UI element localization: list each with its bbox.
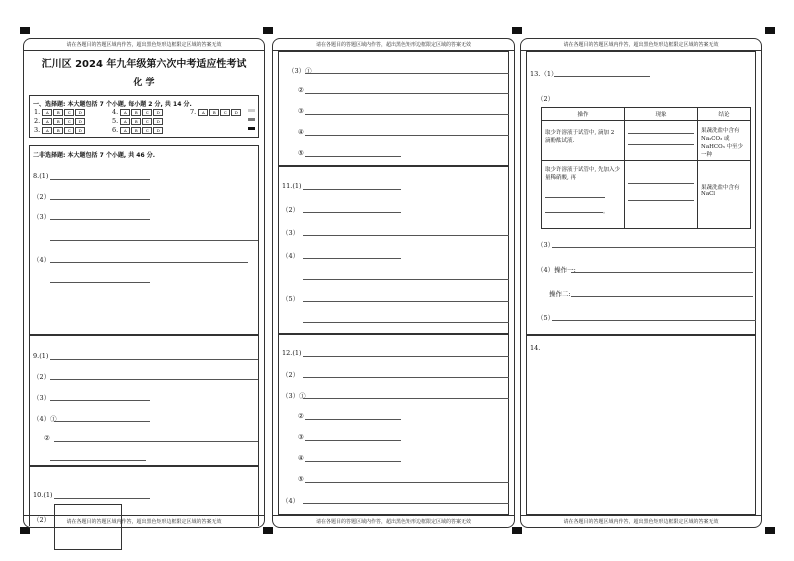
multiple-choice-box — [29, 95, 259, 138]
q14-box[interactable] — [526, 335, 756, 515]
q8-part3-label: （3） — [33, 213, 51, 221]
q12-part3d-answer-line[interactable] — [305, 461, 401, 462]
q12-part3d-label: ④ — [298, 454, 304, 462]
q11-part5-answer-line-2[interactable] — [303, 322, 509, 323]
q10-part3d-answer-line[interactable] — [305, 135, 509, 136]
option-C[interactable]: C — [64, 118, 74, 125]
choice-row: 6. A B C D — [112, 126, 164, 134]
q13-part4a-label: （4）操作一: — [537, 266, 576, 274]
q11-part5-label: （5） — [282, 295, 300, 303]
section1-heading: 一、选择题: 本大题包括 7 个小题, 每小题 2 分, 共 14 分. — [33, 101, 192, 108]
option-A[interactable]: A — [120, 127, 130, 134]
section2-heading: 二非选择题: 本大题包括 7 个小题, 共 46 分. — [33, 152, 156, 159]
answer-notice: 请在各题目的答题区域内作答，超出黑色矩形边框限定区域的答案无效 — [24, 41, 264, 51]
q12-box — [278, 334, 509, 515]
column-3 — [520, 38, 762, 528]
q10-part3e-label: ⑤ — [298, 149, 304, 157]
q8-part1-answer-line[interactable] — [50, 179, 150, 180]
q14-label: 14. — [530, 344, 541, 352]
q13-box — [526, 51, 756, 335]
q12-part1-label: 12.(1) — [282, 349, 302, 357]
q13-part2-label: （2） — [537, 95, 555, 103]
q9-part4b-answer-line-2[interactable] — [50, 460, 146, 461]
option-A[interactable]: A — [198, 109, 208, 116]
option-A[interactable]: A — [120, 118, 130, 125]
q10-part1-answer-line[interactable] — [54, 498, 150, 499]
q8-part4-answer-line-2[interactable] — [50, 282, 150, 283]
q10-part3b-label: ② — [298, 86, 304, 94]
q13-part1-answer-line[interactable] — [554, 76, 650, 77]
q11-part1-label: 11.(1) — [282, 182, 302, 190]
q8-box — [29, 145, 259, 335]
alignment-mark — [512, 27, 522, 34]
option-A[interactable]: A — [120, 109, 130, 116]
alignment-mark — [263, 527, 273, 534]
calibration-swatch — [248, 118, 255, 121]
q9-part4b-label: ② — [44, 434, 50, 442]
table-header-conclusion: 结论 — [698, 108, 751, 121]
option-B[interactable]: B — [53, 118, 63, 125]
q13-part3-answer-line[interactable] — [552, 247, 756, 248]
q12-part3e-answer-line[interactable] — [305, 482, 509, 483]
answer-notice: 请在各题目的答题区域内作答，超出黑色矩形边框限定区域的答案无效 — [521, 515, 761, 525]
option-C[interactable]: C — [142, 109, 152, 116]
choice-row: 7. A B C D — [190, 108, 242, 116]
row2-conclusion: 果蔬洗盐中含有 NaCl — [698, 161, 751, 229]
q13-part4b-answer-line[interactable] — [571, 296, 753, 297]
option-D[interactable]: D — [153, 127, 163, 134]
q10-continued-box — [278, 51, 509, 166]
subject-title: 化 学 — [133, 78, 155, 88]
q10-part1-label: 10.(1) — [33, 491, 53, 499]
option-C[interactable]: C — [64, 127, 74, 134]
option-A[interactable]: A — [42, 109, 52, 116]
option-D[interactable]: D — [153, 118, 163, 125]
q13-part5-answer-line[interactable] — [552, 320, 756, 321]
option-D[interactable]: D — [75, 127, 85, 134]
q13-part5-label: （5） — [537, 314, 555, 322]
table-header-operation: 操作 — [542, 108, 625, 121]
answer-notice: 请在各题目的答题区域内作答，超出黑色矩形边框限定区域的答案无效 — [273, 41, 514, 51]
q8-part2-answer-line[interactable] — [50, 199, 150, 200]
option-D[interactable]: D — [75, 109, 85, 116]
row1-operation: 取少许溶液于试管中, 滴加 2 滴酚酞试液. — [542, 121, 625, 161]
calibration-swatch — [248, 109, 255, 112]
q8-part1-label: 8.(1) — [33, 172, 49, 180]
q10-drawing-box[interactable] — [54, 504, 122, 550]
option-A[interactable]: A — [42, 118, 52, 125]
column-2 — [272, 38, 515, 528]
q12-part2-label: （2） — [282, 371, 300, 379]
q12-part3c-label: ③ — [298, 433, 304, 441]
q12-part3a-answer-line[interactable] — [303, 398, 509, 399]
row1-conclusion: 果蔬洗盐中含有 Na₂CO₃ 或 NaHCO₃ 中至少一种 — [698, 121, 751, 161]
option-D[interactable]: D — [153, 109, 163, 116]
exam-title: 汇川区 2024 年九年级第六次中考适应性考试 — [41, 59, 247, 70]
q10-part3e-answer-line[interactable] — [305, 156, 401, 157]
q11-box — [278, 166, 509, 334]
option-C[interactable]: C — [64, 109, 74, 116]
q9-box — [29, 335, 259, 466]
q10-part3d-label: ④ — [298, 128, 304, 136]
row1-phenomenon[interactable] — [625, 121, 698, 161]
q11-part5-answer-line[interactable] — [303, 301, 509, 302]
q11-part4-answer-line[interactable] — [303, 258, 401, 259]
q10-part3c-answer-line[interactable] — [305, 114, 509, 115]
alignment-mark — [20, 527, 30, 534]
q11-part3-label: （3） — [282, 229, 300, 237]
q9-part4a-label: （4）① — [33, 415, 57, 423]
calibration-swatch — [248, 127, 255, 130]
q12-part3e-label: ⑤ — [298, 475, 304, 483]
option-B[interactable]: B — [131, 109, 141, 116]
alignment-mark — [263, 27, 273, 34]
choice-row: 5. A B C D — [112, 117, 164, 125]
q11-part3-answer-line[interactable] — [303, 235, 509, 236]
q9-part2-answer-line[interactable] — [50, 379, 258, 380]
q9-part3-label: （3） — [33, 394, 51, 402]
alignment-mark — [20, 27, 30, 34]
option-B[interactable]: B — [209, 109, 219, 116]
option-C[interactable]: C — [142, 118, 152, 125]
option-B[interactable]: B — [131, 127, 141, 134]
row2-phenomenon[interactable] — [625, 161, 698, 229]
q13-part4a-answer-line[interactable] — [571, 272, 753, 273]
choice-row: 3. A B C D — [34, 126, 86, 134]
option-C[interactable]: C — [220, 109, 230, 116]
q8-part2-label: （2） — [33, 193, 51, 201]
q9-part2-label: （2） — [33, 373, 51, 381]
alignment-mark — [765, 527, 775, 534]
option-B[interactable]: B — [53, 109, 63, 116]
experiment-table — [541, 107, 751, 229]
q13-part3-label: （3） — [537, 241, 555, 249]
alignment-mark — [512, 527, 522, 534]
row2-operation: 取少许溶液于试管中, 先加入少量稀硝酸, 再 。 — [542, 161, 625, 229]
row2-reagent-line-2[interactable] — [545, 212, 603, 213]
option-A[interactable]: A — [42, 127, 52, 134]
answer-notice: 请在各题目的答题区域内作答，超出黑色矩形边框限定区域的答案无效 — [521, 41, 761, 51]
q12-part1-answer-line[interactable] — [303, 356, 509, 357]
q11-part4-answer-line-2[interactable] — [303, 279, 509, 280]
q12-part3a-label: （3）① — [282, 392, 306, 400]
q12-part3b-label: ② — [298, 412, 304, 420]
choice-row: 1. A B C D — [34, 108, 86, 116]
answer-notice: 请在各题目的答题区域内作答，超出黑色矩形边框限定区域的答案无效 — [273, 515, 514, 525]
answer-notice: 请在各题目的答题区域内作答，超出黑色矩形边框限定区域的答案无效 — [24, 515, 264, 525]
table-header-phenomenon: 现象 — [625, 108, 698, 121]
q8-part4-answer-line[interactable] — [50, 262, 248, 263]
choice-row: 2. A B C D — [34, 117, 86, 125]
q9-part4b-answer-line[interactable] — [54, 441, 258, 442]
q13-part4b-label: 操作二: — [549, 290, 571, 298]
table-row — [542, 161, 751, 229]
q12-part4-label: （4） — [282, 497, 300, 505]
q12-part4-answer-line[interactable] — [303, 503, 509, 504]
option-C[interactable]: C — [142, 127, 152, 134]
q10-part3a-label: （3）① — [288, 67, 312, 75]
q10-part3b-answer-line[interactable] — [305, 93, 509, 94]
q9-part1-answer-line[interactable] — [50, 359, 258, 360]
q8-part3-answer-line[interactable] — [50, 219, 150, 220]
q11-part4-label: （4） — [282, 252, 300, 260]
q13-part1-label: 13.（1） — [530, 70, 558, 78]
q10-part3a-answer-line[interactable] — [305, 73, 509, 74]
q11-part1-answer-line[interactable] — [303, 189, 401, 190]
q9-part3-answer-line[interactable] — [50, 400, 150, 401]
q9-part4a-answer-line[interactable] — [54, 421, 150, 422]
q12-part3c-answer-line[interactable] — [305, 440, 401, 441]
q11-part2-answer-line[interactable] — [303, 212, 401, 213]
option-B[interactable]: B — [131, 118, 141, 125]
q8-part4-label: （4） — [33, 256, 51, 264]
q9-part1-label: 9.(1) — [33, 352, 49, 360]
q12-part2-answer-line[interactable] — [303, 377, 509, 378]
option-D[interactable]: D — [75, 118, 85, 125]
table-row — [542, 121, 751, 161]
option-D[interactable]: D — [231, 109, 241, 116]
alignment-mark — [765, 27, 775, 34]
choice-row: 4. A B C D — [112, 108, 164, 116]
option-B[interactable]: B — [53, 127, 63, 134]
column-1 — [23, 38, 265, 528]
q10-part3c-label: ③ — [298, 107, 304, 115]
q11-part2-label: （2） — [282, 206, 300, 214]
q12-part3b-answer-line[interactable] — [305, 419, 401, 420]
row2-reagent-line[interactable] — [545, 197, 605, 198]
q10-part2-label: （2） — [33, 516, 51, 524]
q8-part3-answer-line-2[interactable] — [50, 240, 258, 241]
